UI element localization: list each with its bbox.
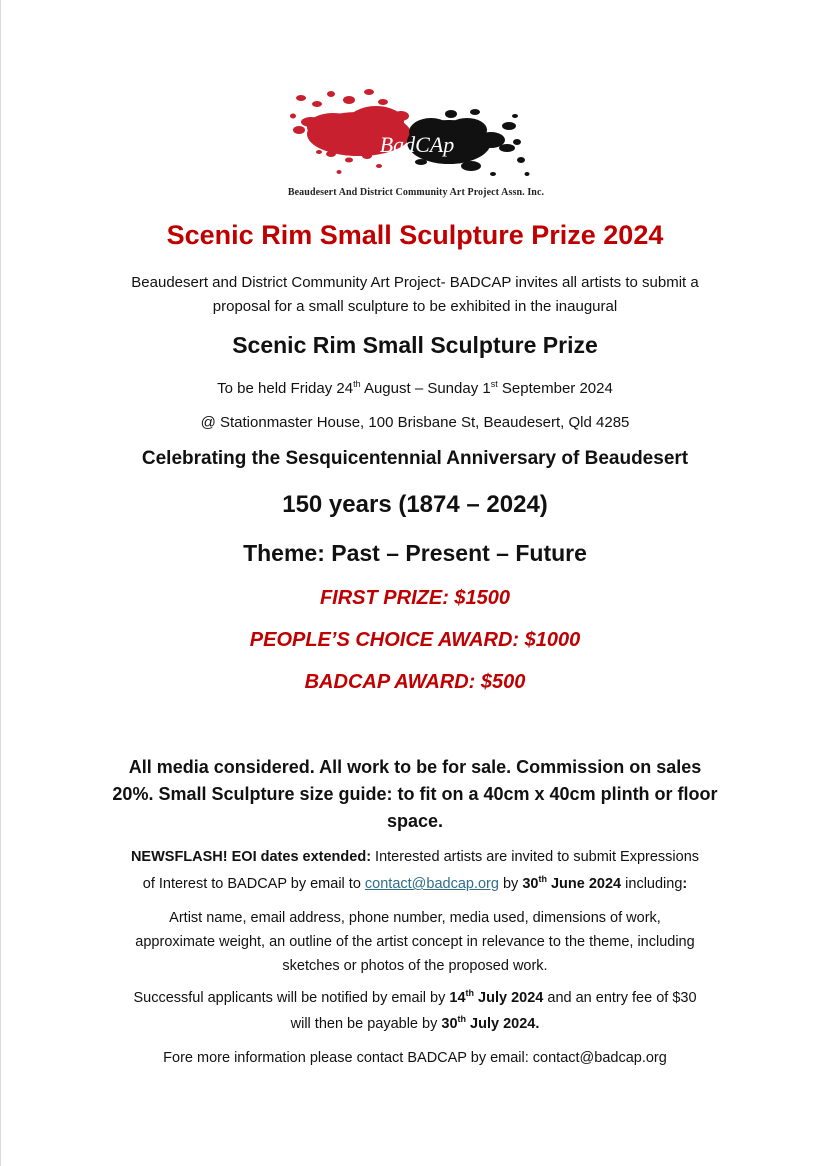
- requirements-line-3: sketches or photos of the proposed work.: [282, 958, 548, 974]
- contact-line: Fore more information please contact BADCAP by email: contact@badcap.org: [163, 1050, 667, 1066]
- theme-heading: Theme: Past – Present – Future: [243, 540, 587, 566]
- newsflash-label: NEWSFLASH! EOI dates extended:: [130, 849, 372, 865]
- event-venue: @ Stationmaster House, 100 Brisbane St, Beaudesert, Qld 4285: [200, 414, 630, 431]
- badcap-award: BADCAP AWARD: $500: [304, 671, 526, 693]
- prize-name-heading: Scenic Rim Small Sculpture Prize: [232, 332, 598, 358]
- event-dates: To be held Friday 24th August – Sunday 1st September 2024: [217, 379, 613, 397]
- intro-line-1: Beaudesert and District Community Art Project- BADCAP invites all artists to submit a: [131, 274, 699, 291]
- newsflash-line-1: NEWSFLASH! EOI dates extended: Interested artists are invited to submit Expressions: [130, 849, 700, 865]
- email-link[interactable]: contact@badcap.org: [364, 876, 499, 892]
- logo-caption: Beaudesert And District Community Art Project Assn. Inc.: [287, 187, 545, 198]
- newsflash-line-2: of Interest to BADCAP by email to contact@badcap.org by 30th June 2024 including:: [142, 874, 688, 892]
- paint-splash-icon: [271, 82, 561, 187]
- intro-line-2: proposal for a small sculpture to be exhibited in the inaugural: [212, 298, 618, 315]
- requirements-line-2: approximate weight, an outline of the artist concept in relevance to the theme, including: [135, 934, 695, 950]
- media-line-1: All media considered. All work to be for sale. Commission on sales: [128, 757, 702, 777]
- page-title: Scenic Rim Small Sculpture Prize 2024: [166, 220, 664, 250]
- requirements-line-1: Artist name, email address, phone number, media used, dimensions of work,: [169, 910, 661, 926]
- media-line-2: 20%. Small Sculpture size guide: to fit on a 40cm x 40cm plinth or floor: [112, 784, 718, 804]
- badcap-logo: [271, 82, 561, 207]
- logo-text: BadCAp: [379, 132, 455, 157]
- notify-line-2: will then be payable by 30th July 2024.: [290, 1014, 540, 1032]
- notify-line-1: Successful applicants will be notified by email by 14th July 2024 and an entry fee of $30: [133, 988, 697, 1006]
- media-line-3: space.: [386, 811, 444, 831]
- years-heading: 150 years (1874 – 2024): [282, 491, 548, 518]
- first-prize: FIRST PRIZE: $1500: [319, 587, 511, 609]
- peoples-choice-award: PEOPLE’S CHOICE AWARD: $1000: [249, 629, 581, 651]
- celebrating-heading: Celebrating the Sesquicentennial Anniversary of Beaudesert: [141, 448, 689, 469]
